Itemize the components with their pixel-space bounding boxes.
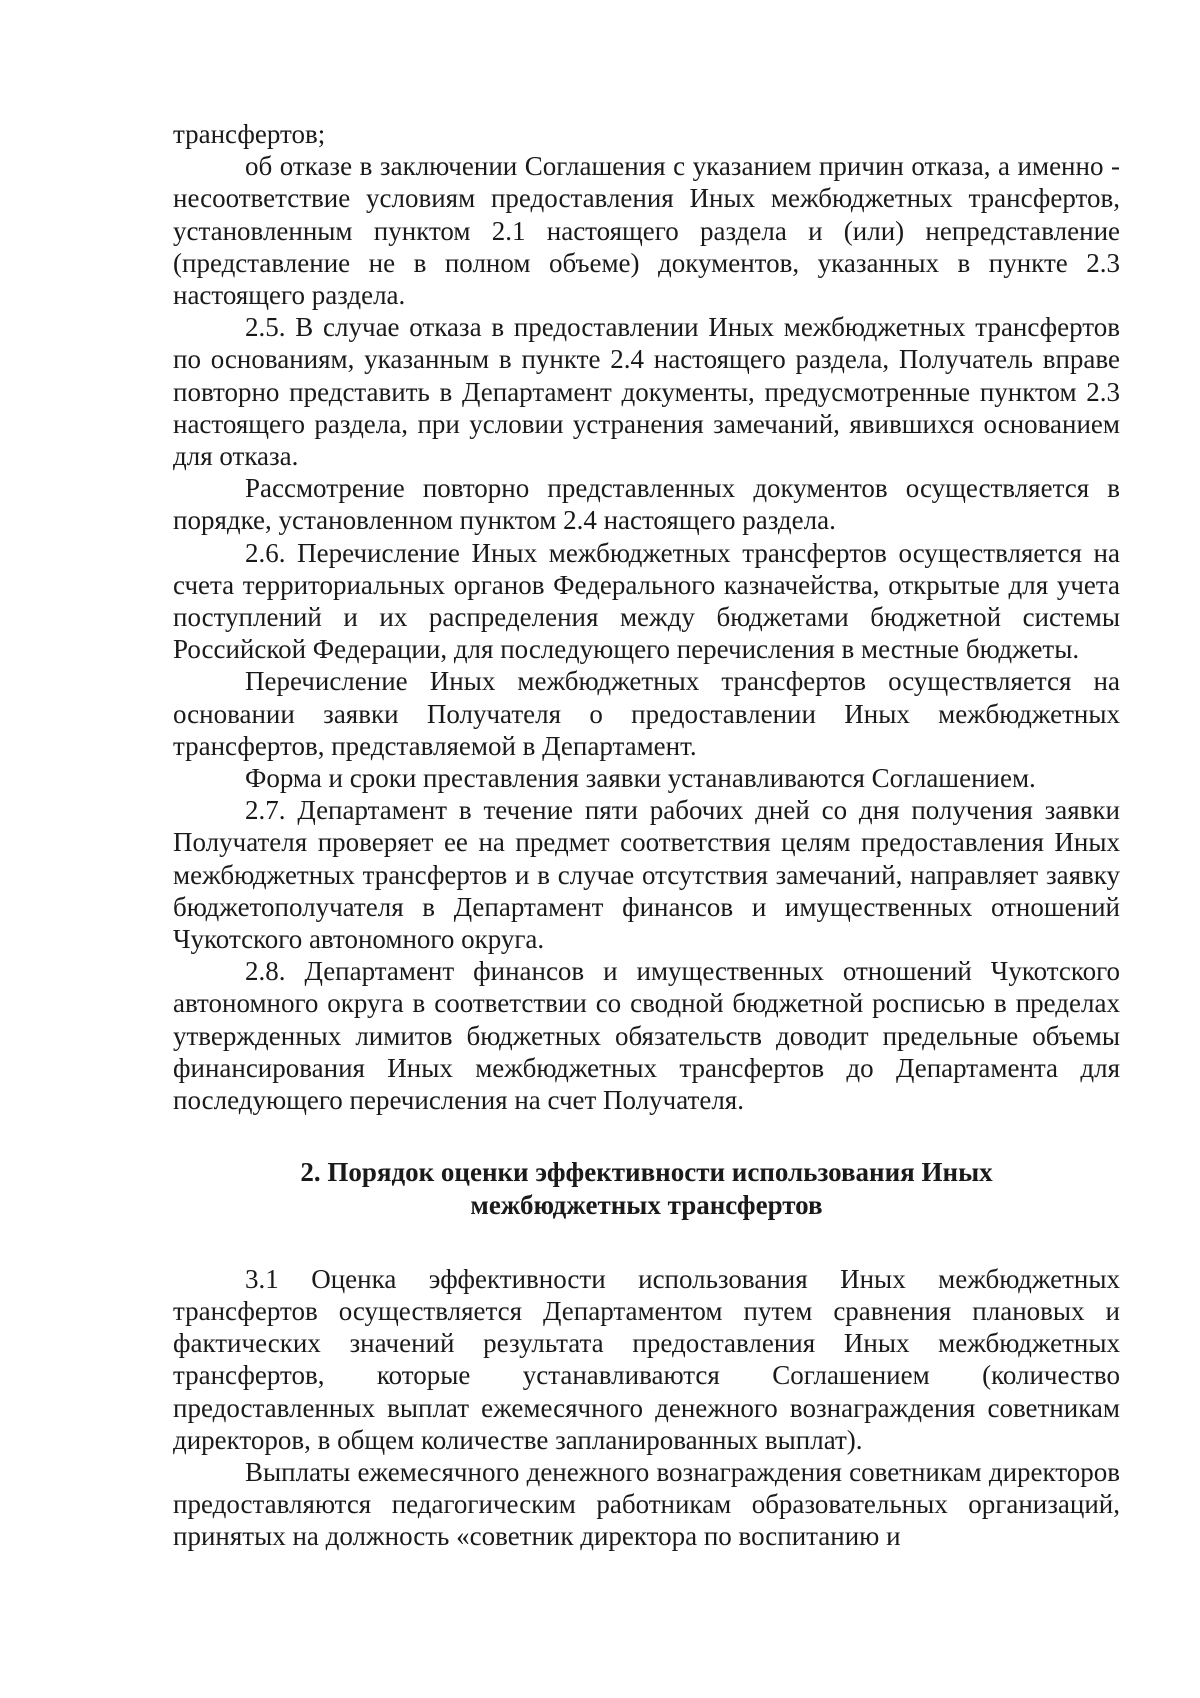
- document-page: [173, 118, 1120, 1553]
- paragraph-3-1: 3.1 Оценка эффективности использования Иных межбюджетных трансфертов осуществляется Департаментом путем сравнения плановых и фактических значений результата предоставления Иных межбюджетных трансфертов, которые устанавливаются Соглашением (количество предоставленных выплат ежемесячного денежного вознаграждения советникам директоров, в общем количестве запланированных выплат).: [173, 1263, 1120, 1455]
- paragraph-2-5: 2.5. В случае отказа в предоставлении Иных межбюджетных трансфертов по основаниям, указанным в пункте 2.4 настоящего раздела, Получатель вправе повторно представить в Департамент документы, предусмотренные пунктом 2.3 настоящего раздела, при условии устранения замечаний, явившихся основанием для отказа.: [173, 312, 1120, 472]
- section-heading: [173, 1156, 1120, 1220]
- section-heading-line-1: 2. Порядок оценки эффективности использования Иных: [300, 1157, 993, 1188]
- paragraph-resubmission: Рассмотрение повторно представленных документов осуществляется в порядке, установленном пунктом 2.4 настоящего раздела.: [173, 473, 1120, 536]
- paragraph-payments: Выплаты ежемесячного денежного вознаграждения советникам директоров предоставляются педагогическим работникам образовательных организаций, принятых на должность «советник директора по воспитанию и: [173, 1456, 1120, 1552]
- paragraph-2-6: 2.6. Перечисление Иных межбюджетных трансфертов осуществляется на счета территориальных органов Федерального казначейства, открытые для учета поступлений и их распределения между бюджетами бюджетной системы Российской Федерации, для последующего перечисления в местные бюджеты.: [173, 537, 1120, 665]
- paragraph-application-form: Форма и сроки преставления заявки устанавливаются Соглашением.: [245, 763, 1036, 794]
- paragraph-continuation: трансфертов;: [173, 119, 326, 149]
- paragraph-2-8: 2.8. Департамент финансов и имущественных отношений Чукотского автономного округа в соответствии со сводной бюджетной росписью в пределах утвержденных лимитов бюджетных обязательств доводит предельные объемы финансирования Иных межбюджетных трансфертов до Департамента для последующего перечисления на счет Получателя.: [173, 956, 1120, 1116]
- paragraph-transfer-basis: Перечисление Иных межбюджетных трансфертов осуществляется на основании заявки Получателя о предоставлении Иных межбюджетных трансфертов, представляемой в Департамент.: [173, 666, 1120, 761]
- paragraph-refusal-reasons: об отказе в заключении Соглашения с указанием причин отказа, а именно - несоответствие условиям предоставления Иных межбюджетных трансфертов, установленным пунктом 2.1 настоящего раздела и (или) непредставление (представление не в полном объеме) документов, указанных в пункте 2.3 настоящего раздела.: [173, 151, 1120, 311]
- section-heading-line-2: межбюджетных трансфертов: [470, 1189, 823, 1220]
- paragraph-2-7: 2.7. Департамент в течение пяти рабочих дней со дня получения заявки Получателя проверяет ее на предмет соответствия целям предоставления Иных межбюджетных трансфертов и в случае отсутствия замечаний, направляет заявку бюджетополучателя в Департамент финансов и имущественных отношений Чукотского автономного округа.: [173, 795, 1120, 955]
